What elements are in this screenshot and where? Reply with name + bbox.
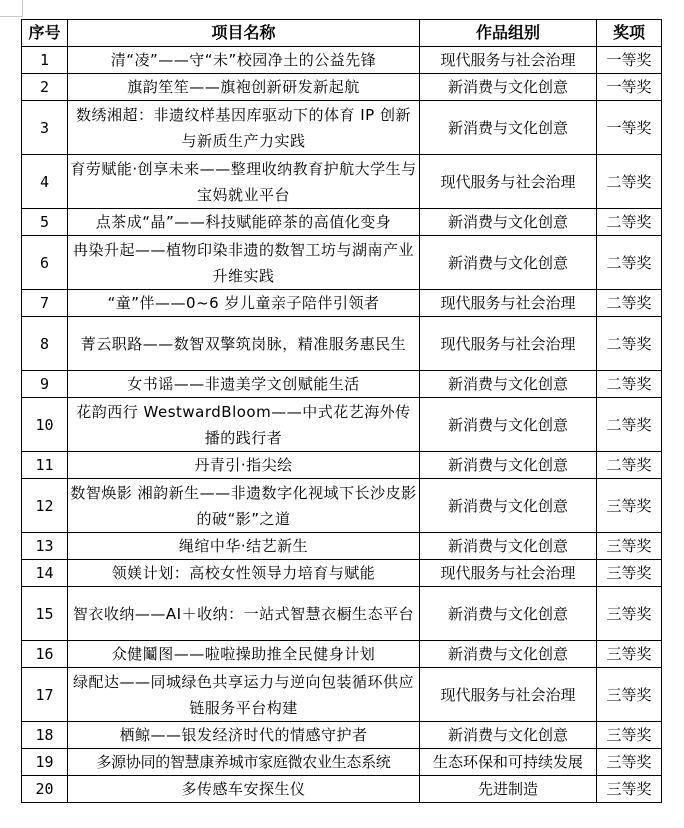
header-row — [22, 20, 662, 47]
row-project-name: 育劳赋能·创享未来——整理收纳教育护航大学生与宝妈就业平台 — [68, 155, 420, 209]
header-group: 作品组别 — [420, 20, 597, 47]
row-group: 新消费与文化创意 — [420, 479, 597, 533]
row-group: 新消费与文化创意 — [420, 722, 597, 749]
row-award: 三等奖 — [597, 668, 662, 722]
row-project-name: 绳绾中华·结艺新生 — [68, 533, 420, 560]
row-project-name: 丹青引·指尖绘 — [68, 452, 420, 479]
row-number: 18 — [22, 722, 68, 749]
row-group: 生态环保和可持续发展 — [420, 749, 597, 776]
table-row — [22, 560, 662, 587]
row-number: 13 — [22, 533, 68, 560]
row-number: 2 — [22, 74, 68, 101]
row-award: 二等奖 — [597, 371, 662, 398]
row-project-name: 多源协同的智慧康养城市家庭微农业生态系统 — [68, 749, 420, 776]
row-group: 新消费与文化创意 — [420, 641, 597, 668]
table-row — [22, 236, 662, 290]
table-row — [22, 155, 662, 209]
corner-mark-horizontal — [0, 16, 23, 17]
row-award: 三等奖 — [597, 641, 662, 668]
row-group: 新消费与文化创意 — [420, 452, 597, 479]
table-row — [22, 452, 662, 479]
row-group: 新消费与文化创意 — [420, 74, 597, 101]
table-row — [22, 587, 662, 641]
row-group: 新消费与文化创意 — [420, 371, 597, 398]
row-number: 9 — [22, 371, 68, 398]
awards-table — [21, 19, 662, 803]
table-row — [22, 101, 662, 155]
row-award: 三等奖 — [597, 749, 662, 776]
corner-mark-vertical — [22, 0, 23, 17]
header-award: 奖项 — [597, 20, 662, 47]
table-row — [22, 209, 662, 236]
row-number: 16 — [22, 641, 68, 668]
header-project-name: 项目名称 — [68, 20, 420, 47]
row-project-name: 领媄计划：高校女性领导力培育与赋能 — [68, 560, 420, 587]
table-row — [22, 533, 662, 560]
row-project-name: 花韵西行 WestwardBloom——中式花艺海外传播的践行者 — [68, 398, 420, 452]
row-award: 二等奖 — [597, 209, 662, 236]
table-row — [22, 479, 662, 533]
row-award: 二等奖 — [597, 452, 662, 479]
row-project-name: 众健鬮图——啦啦操助推全民健身计划 — [68, 641, 420, 668]
table-row — [22, 722, 662, 749]
row-project-name: 女书谣——非遗美学文创赋能生活 — [68, 371, 420, 398]
row-award: 二等奖 — [597, 236, 662, 290]
row-group: 新消费与文化创意 — [420, 587, 597, 641]
row-award: 一等奖 — [597, 47, 662, 74]
table-row — [22, 290, 662, 317]
row-number: 6 — [22, 236, 68, 290]
row-number: 17 — [22, 668, 68, 722]
header-number: 序号 — [22, 20, 68, 47]
table-row — [22, 668, 662, 722]
row-number: 14 — [22, 560, 68, 587]
row-number: 20 — [22, 776, 68, 803]
row-award: 三等奖 — [597, 587, 662, 641]
row-award: 二等奖 — [597, 317, 662, 371]
row-number: 5 — [22, 209, 68, 236]
table-row — [22, 641, 662, 668]
row-number: 1 — [22, 47, 68, 74]
row-award: 三等奖 — [597, 776, 662, 803]
row-group: 现代服务与社会治理 — [420, 560, 597, 587]
row-project-name: 栖鲸——银发经济时代的情感守护者 — [68, 722, 420, 749]
row-number: 11 — [22, 452, 68, 479]
table-row — [22, 317, 662, 371]
row-group: 新消费与文化创意 — [420, 209, 597, 236]
table-row — [22, 749, 662, 776]
row-number: 19 — [22, 749, 68, 776]
row-group: 现代服务与社会治理 — [420, 155, 597, 209]
row-project-name: 清“凌”——守“未”校园净土的公益先锋 — [68, 47, 420, 74]
row-number: 15 — [22, 587, 68, 641]
row-award: 三等奖 — [597, 722, 662, 749]
row-project-name: 点茶成“晶”——科技赋能碎茶的高值化变身 — [68, 209, 420, 236]
row-project-name: 数绣湘超：非遗纹样基因库驱动下的体育 IP 创新与新质生产力实践 — [68, 101, 420, 155]
table-row — [22, 398, 662, 452]
row-group: 新消费与文化创意 — [420, 398, 597, 452]
row-project-name: 冉染升起——植物印染非遗的数智工坊与湖南产业升维实践 — [68, 236, 420, 290]
row-group: 现代服务与社会治理 — [420, 47, 597, 74]
row-number: 4 — [22, 155, 68, 209]
row-award: 三等奖 — [597, 479, 662, 533]
row-group: 现代服务与社会治理 — [420, 317, 597, 371]
row-award: 三等奖 — [597, 560, 662, 587]
row-award: 二等奖 — [597, 290, 662, 317]
row-project-name: 菁云职路——数智双擎筑岗脉，精准服务惠民生 — [68, 317, 420, 371]
row-number: 10 — [22, 398, 68, 452]
row-group: 新消费与文化创意 — [420, 533, 597, 560]
row-award: 一等奖 — [597, 74, 662, 101]
row-number: 8 — [22, 317, 68, 371]
row-group: 现代服务与社会治理 — [420, 290, 597, 317]
row-number: 7 — [22, 290, 68, 317]
table-row — [22, 74, 662, 101]
row-group: 先进制造 — [420, 776, 597, 803]
row-project-name: “童”伴——0~6 岁儿童亲子陪伴引领者 — [68, 290, 420, 317]
row-project-name: 数智焕影 湘韵新生——非遗数字化视域下长沙皮影的破“影”之道 — [68, 479, 420, 533]
row-award: 二等奖 — [597, 155, 662, 209]
row-project-name: 旗韵笙笙——旗袍创新研发新起航 — [68, 74, 420, 101]
row-award: 三等奖 — [597, 533, 662, 560]
row-project-name: 多传感车安探生仪 — [68, 776, 420, 803]
table-row — [22, 776, 662, 803]
row-group: 新消费与文化创意 — [420, 101, 597, 155]
row-project-name: 绿配达——同城绿色共享运力与逆向包装循环供应链服务平台构建 — [68, 668, 420, 722]
row-award: 二等奖 — [597, 398, 662, 452]
row-award: 一等奖 — [597, 101, 662, 155]
row-number: 12 — [22, 479, 68, 533]
table-row — [22, 47, 662, 74]
row-group: 新消费与文化创意 — [420, 236, 597, 290]
row-project-name: 智衣收纳——AI＋收纳：一站式智慧衣橱生态平台 — [68, 587, 420, 641]
row-number: 3 — [22, 101, 68, 155]
row-group: 现代服务与社会治理 — [420, 668, 597, 722]
table-row — [22, 371, 662, 398]
